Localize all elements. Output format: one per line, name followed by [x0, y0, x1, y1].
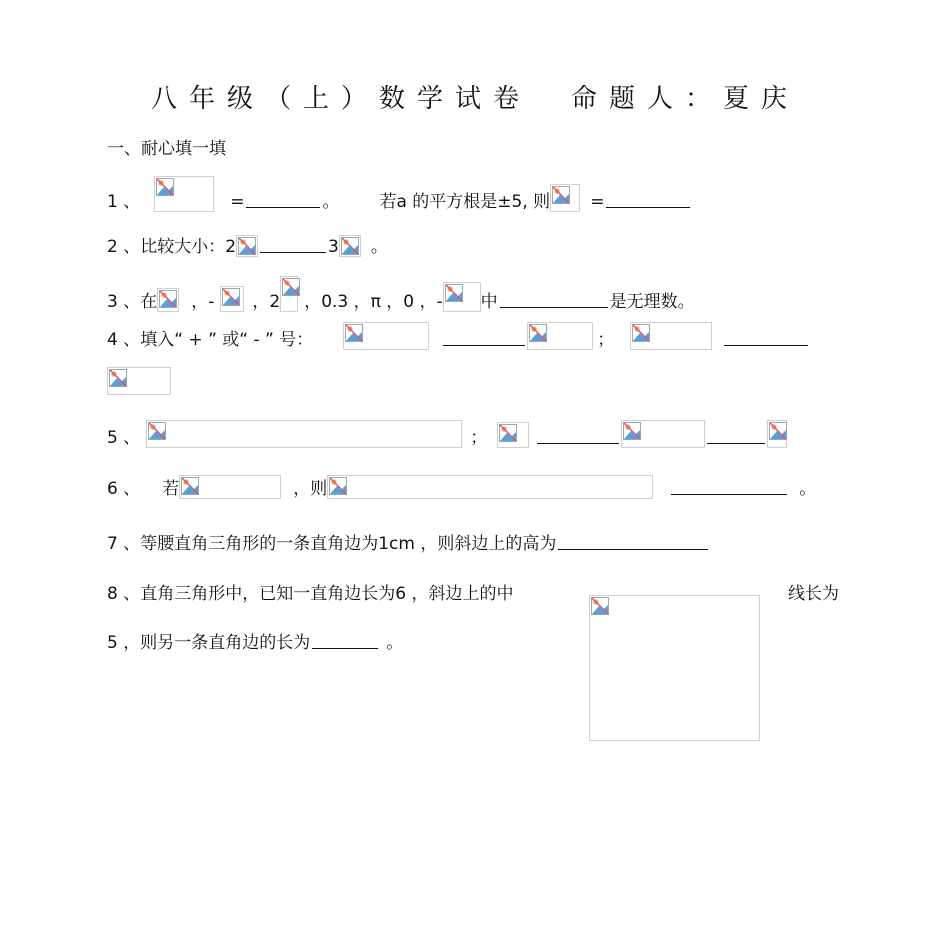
formula-image [107, 367, 171, 395]
broken-image-icon [345, 324, 363, 342]
formula-image [236, 235, 258, 257]
title-main: 八年级（上）数学试卷 [150, 84, 531, 114]
broken-image-icon [341, 237, 359, 255]
answer-blank[interactable] [500, 306, 608, 308]
question-8-tail: 线长为 [788, 584, 839, 604]
broken-image-icon [238, 237, 256, 255]
broken-image-icon [623, 422, 641, 440]
formula-image [154, 176, 214, 212]
formula-image [443, 282, 481, 312]
broken-image-icon [499, 424, 517, 442]
answer-blank[interactable] [606, 206, 690, 208]
broken-image-icon [329, 477, 347, 495]
broken-image-icon [282, 278, 300, 296]
formula-image [630, 322, 712, 350]
answer-blank[interactable] [671, 493, 787, 495]
formula-image [550, 184, 580, 212]
answer-blank[interactable] [443, 344, 525, 346]
broken-image-icon [591, 597, 609, 615]
formula-image [220, 286, 244, 312]
question-3: 3 、在 ，- ，2 ，0.3 ，π ，0 ，- 中 是无理数。 [107, 276, 695, 312]
formula-image [767, 420, 787, 448]
answer-blank[interactable] [537, 442, 619, 444]
formula-image [343, 322, 429, 350]
broken-image-icon [552, 186, 570, 204]
formula-image [280, 276, 298, 312]
question-8: 8 、直角三角形中，已知一直角边长为6 ，斜边上的中 [107, 584, 514, 604]
formula-image [179, 475, 281, 499]
question-7: 7 、等腰直角三角形的一条直角边为1cm ，则斜边上的高为 [107, 529, 710, 554]
answer-blank[interactable] [260, 251, 326, 253]
broken-image-icon [445, 284, 463, 302]
broken-image-icon [109, 369, 127, 387]
formula-image [497, 422, 529, 448]
broken-image-icon [632, 324, 650, 342]
broken-image-icon [181, 477, 199, 495]
broken-image-icon [159, 290, 177, 308]
formula-image [146, 420, 462, 448]
question-1: 1 、 = 。 若a 的平方根是±5, 则 = [107, 176, 692, 212]
broken-image-icon [529, 324, 547, 342]
broken-image-icon [222, 288, 240, 306]
formula-image [327, 475, 653, 499]
page-title [0, 78, 950, 115]
formula-image [157, 288, 179, 312]
question-4-cont [107, 367, 171, 395]
answer-blank[interactable] [312, 647, 378, 649]
broken-image-icon [148, 422, 166, 440]
section-heading: 一、耐心填一填 [107, 139, 226, 159]
answer-blank[interactable] [724, 344, 808, 346]
figure-image [589, 595, 760, 741]
broken-image-icon [156, 178, 174, 196]
formula-image [621, 420, 705, 448]
title-author: 命题人：夏庆 [571, 84, 800, 114]
broken-image-icon [769, 422, 787, 440]
answer-blank[interactable] [558, 548, 708, 550]
answer-blank[interactable] [707, 442, 765, 444]
answer-blank[interactable] [246, 206, 320, 208]
question-6: 6 、 若 ，则 。 [107, 474, 816, 499]
formula-image [527, 322, 593, 350]
question-2: 2 、比较大小：2 3 。 [107, 237, 388, 257]
question-8-line2: 5 ，则另一条直角边的长为 。 [107, 633, 404, 653]
question-5: 5 、 ； [107, 420, 787, 448]
formula-image [339, 235, 361, 257]
question-4: 4 、填入“ + ” 或“ - ” 号： ； [107, 322, 810, 350]
